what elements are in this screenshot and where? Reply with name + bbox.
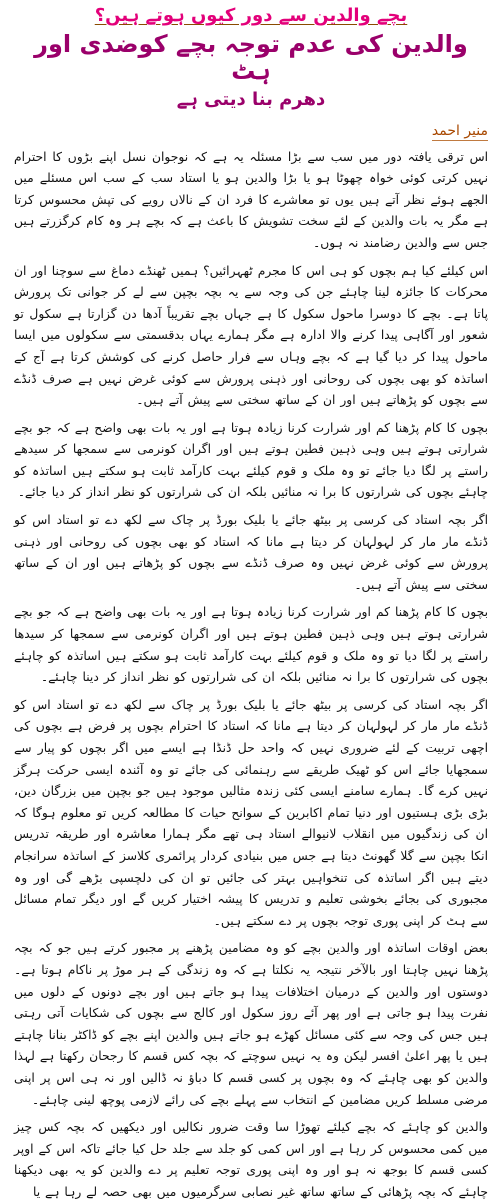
paragraph: اگر بچہ استاد کی کرسی پر بیٹھ جائے یا بلیک بورڈ پر چاک سے لکھ دے تو استاد اس کو ڈنڈے مار مار کر لہولہان کر دیتا ہے مانا کہ استاد کو بھی بچوں کی روحانی اور ذہنی پرورش سے کوئی غرض نہیں وہ صرف ڈنڈے سے بچوں کو پڑھاتے ہیں اور ان کے ساتھ سختی سے پیش آتے ہیں۔ bbox=[14, 513, 488, 592]
paragraph: والدین کو چاہئے کہ بچے کیلئے تھوڑا سا وقت ضرور نکالیں اور دیکھیں کہ بچہ کس چیز میں کمی محسوس کر رہا ہے اور اس کمی کو جلد سے جلد حل کیا جائے تاکہ اس کے اوپر کسی قسم کا بوجھ نہ ہو اور وہ اپنی پوری توجہ تعلیم پر دے والدین کو یہ بھی دیکھنا چاہئے کہ بچہ پڑھائی کے ساتھ ساتھ غیر نصابی سرگرمیوں میں بھی حصہ لے رہا ہے یا bbox=[14, 1120, 488, 1199]
paragraph: بچوں کا کام پڑھنا کم اور شرارت کرنا زیادہ ہوتا ہے اور یہ بات بھی واضح ہے کہ جو بچے شرارتی ہوتے ہیں وہی ذہین فطین ہوتے ہیں اور اگران کونرمی سے سمجھا کر سیدھا راستے پر لگا دیا تو وہ ملک و قوم کیلئے بہت کارآمد ثابت ہو سکتے ہیں اساتذہ کو چاہئے بچوں کی شرارتوں کا برا نہ منائیں بلکہ ان کی شرارتوں کو نظر انداز کر دینا چاہئے۔ bbox=[14, 605, 488, 685]
headline-line-1: والدین کی عدم توجہ بچے کوضدی اور ہٹ bbox=[34, 29, 468, 86]
article-body bbox=[14, 147, 488, 1203]
paragraph: اس ترقی یافتہ دور میں سب سے بڑا مسئلہ یہ ہے کہ نوجوان نسل اپنے بڑوں کا احترام نہیں کرتی کوئی خواہ چھوٹا ہو یا بڑا والدین ہو یا استاد سب کے سب اس مسئلے میں الجھے ہوئے نظر آتے ہیں یوں تو معاشرے کا فرد ان کے نالاں رویے کی تپش محسوس کرتا ہے مگر یہ بات والدین کے لئے سخت تشویش کا باعث ہے کہ بچے ہر وہ کام کرگزرتے ہیں جس سے والدین رضامند نہ ہوں۔ bbox=[14, 149, 488, 250]
paragraph: اس کیلئے کیا ہم بچوں کو ہی اس کا مجرم ٹھہرائیں؟ ہمیں ٹھنڈے دماغ سے سوچنا اور ان محرکات کا جائزہ لینا چاہئے جن کی وجہ سے یہ بچہ بچپن سے لے کر جوانی تک پرورش پاتا ہے۔ بچے کا دوسرا ماحول سکول کا ہے جہاں بچے تقریباً آدھا دن گزارتا ہے سکول تو شعور اور آگاہی پیدا کرنے والا ادارہ ہے مگر ہمارے یہاں بدقسمتی سے سکولوں میں ایسا ماحول پیدا کر دیا گیا ہے کہ بچے وہاں سے فرار حاصل کرنے کی کوشش کرتا ہے آج کے اساتذہ کو بھی بچوں کی روحانی اور ذہنی پرورش سے کوئی غرض نہیں ہے صرف ڈنڈے سے بچوں کو پڑھاتے ہیں اور ان کے ساتھ سختی سے پیش آتے ہیں۔ bbox=[14, 263, 488, 408]
headline-line-2: دھرم بنا دیتی ہے bbox=[176, 88, 326, 110]
paragraph: بچوں کا کام پڑھنا کم اور شرارت کرنا زیادہ ہوتا ہے اور یہ بات بھی واضح ہے کہ جو بچے شرارتی ہوتے ہیں وہی ذہین فطین ہوتے ہیں اور اگران کونرمی سے سمجھا کر سیدھے راستے پر لگا دیا جائے تو وہ ملک و قوم کیلئے بہت کارآمد ثابت ہو سکتے ہیں اساتذہ کو چاہئے بچوں کی شرارتوں کا برا نہ منائیں بلکہ ان کی شرارتوں کو نظر انداز کر دیا جائے۔ bbox=[14, 420, 488, 500]
paragraph: بعض اوقات اساتذہ اور والدین بچے کو وہ مضامین پڑھنے پر مجبور کرتے ہیں جو کہ بچہ پڑھنا نہیں چاہتا اور بالآخر نتیجہ یہ نکلتا ہے کہ وہ زندگی کے ہر موڑ پر ناکام ہوتا ہے۔ دوستوں اور والدین کے درمیان اختلافات پیدا ہو جاتے ہیں اور بچے دونوں کے دلوں میں نفرت پیدا ہو جاتی ہے اور پھر آئے روز سکول اور کالج سے بچوں کی شکایات آتی رہتی ہیں جس کی وجہ سے کئی مسائل کھڑے ہو جاتے ہیں والدین اپنے بچے کو ڈاکٹر بنانا چاہتے ہیں یا پھر اعلیٰ افسر لیکن وہ یہ نہیں سوچتے کہ بچہ کس قسم کا رجحان رکھتا ہے لہذا والدین کو بھی چاہئے کہ وہ بچوں پر کسی قسم کا دباؤ نہ ڈالیں اور نہ ہی اس پر اپنی مرضی مسلط کریں مضامین کے انتخاب سے پہلے بچے کی رائے لازمی پوچھ لینی چاہئے۔ bbox=[14, 941, 488, 1107]
paragraph: اگر بچہ استاد کی کرسی پر بیٹھ جائے یا بلیک بورڈ پر چاک سے لکھ دے تو استاد اس کو ڈنڈے مار مار کر لہولہان کر دیتا ہے مانا کہ استاد کا احترام بچوں پر فرض ہے بچوں کی اچھی تربیت کے لئے ضروری نہیں کہ واحد حل ڈنڈا ہے ایسے میں اگر بچوں کو پیار سے سمجھایا جائے اس کو ٹھیک طریقے سے رہنمائی کی جائے تو وہ آئندہ ایسی حرکت ہرگز نہیں کرے گا۔ ہمارے سامنے ایسی کئی زندہ مثالیں موجود ہیں جو بچپن میں بزرگان دین، بڑی بڑی ہستیوں اور دنیا تمام اکابرین کے سوانح حیات کا مطالعہ کریں تو معلوم ہوگا کہ ان کی زندگیوں میں انقلاب لانیوالے استاد ہی تھے مگر ہمارا معاشرہ اور طریقہ تدریس انکا بچپن سے گلا گھونٹ دیتا ہے جس میں بنیادی کردار پرائمری کلاسز کے اساتذہ سرانجام دیتے ہیں اگر اساتذہ کی تنخواہیں بہتر کی جائیں تو ان کی دلچسپی بڑھے گی اور وہ مجبوری کی بجائے بخوشی تعلیم و تدریس کا پیشہ اختیار کریں گے اور دیگر تمام مسائل سے ہٹ کر اپنی پوری توجہ بچوں پر دے سکتے ہیں۔ bbox=[14, 697, 488, 928]
title-question: بچے والدین سے دور کیوں ہوتے ہیں؟ bbox=[94, 5, 408, 26]
author-byline: منیر احمد bbox=[431, 122, 488, 139]
